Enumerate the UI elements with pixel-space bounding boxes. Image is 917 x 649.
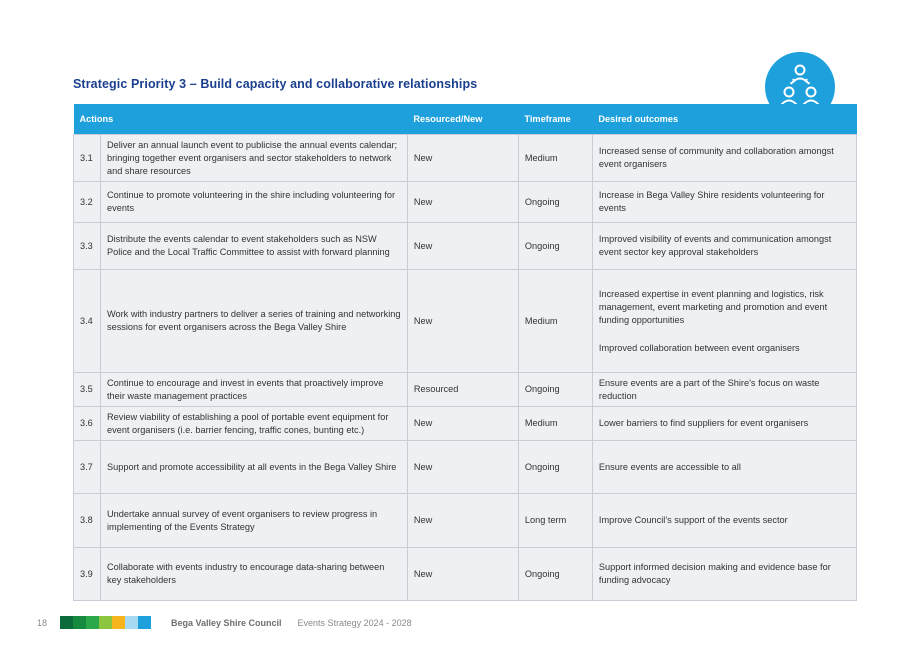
- row-timeframe: Ongoing: [518, 548, 592, 601]
- row-action: Work with industry partners to deliver a series of training and networking sessions for event organisers across the Bega Valley Shire: [101, 270, 408, 373]
- row-number: 3.3: [74, 223, 101, 270]
- row-outcome-cell: [592, 270, 856, 373]
- row-action: Deliver an annual launch event to publicise the annual events calendar; bringing together event organisers and sector stakeholders to network and share resources: [101, 135, 408, 182]
- brand-color-strip: [60, 616, 151, 629]
- row-timeframe: Medium: [518, 135, 592, 182]
- document-title: Events Strategy 2024 - 2028: [297, 617, 412, 628]
- row-outcome: Lower barriers to find suppliers for event organisers: [592, 407, 856, 441]
- row-outcome: Increased sense of community and collaboration amongst event organisers: [592, 135, 856, 182]
- row-outcome: Increased expertise in event planning and logistics, risk management, event marketing and promotion and event funding opportunities: [598, 288, 828, 325]
- row-outcome: Improved visibility of events and communication amongst event sector key approval stakeholders: [592, 223, 856, 270]
- row-action: Undertake annual survey of event organisers to review progress in implementing of the Events Strategy: [101, 494, 408, 548]
- row-resourced: New: [407, 494, 518, 548]
- page-heading: Strategic Priority 3 – Build capacity and collaborative relationships: [73, 77, 478, 91]
- table-row: [74, 494, 857, 548]
- actions-table: [73, 104, 857, 601]
- header-timeframe: Timeframe: [518, 104, 592, 135]
- page-number: 18: [37, 617, 48, 628]
- color-swatch: [99, 616, 112, 629]
- row-outcome: Increase in Bega Valley Shire residents volunteering for events: [592, 182, 856, 223]
- row-resourced: New: [407, 407, 518, 441]
- header-outcomes: Desired outcomes: [592, 104, 856, 135]
- row-resourced: New: [407, 182, 518, 223]
- row-number: 3.7: [74, 441, 101, 494]
- row-action: Distribute the events calendar to event stakeholders such as NSW Police and the Local Traffic Committee to assist with forward planning: [101, 223, 408, 270]
- table-row: [74, 182, 857, 223]
- color-swatch: [138, 616, 151, 629]
- row-timeframe: Long term: [518, 494, 592, 548]
- table-row: [74, 548, 857, 601]
- row-resourced: New: [407, 548, 518, 601]
- color-swatch: [73, 616, 86, 629]
- row-resourced: New: [407, 441, 518, 494]
- color-swatch: [86, 616, 99, 629]
- row-outcome: Improve Council’s support of the events sector: [592, 494, 856, 548]
- row-resourced: New: [407, 135, 518, 182]
- table-row: [74, 223, 857, 270]
- table-row: [74, 373, 857, 407]
- row-timeframe: Medium: [518, 270, 592, 373]
- row-resourced: Resourced: [407, 373, 518, 407]
- row-action: Review viability of establishing a pool of portable event equipment for event organisers (i.e. barrier fencing, traffic cones, bunting etc.): [101, 407, 408, 441]
- row-number: 3.5: [74, 373, 101, 407]
- row-outcome: Ensure events are accessible to all: [592, 441, 856, 494]
- table-row: [74, 407, 857, 441]
- table-row: [74, 441, 857, 494]
- row-number: 3.8: [74, 494, 101, 548]
- row-timeframe: Medium: [518, 407, 592, 441]
- table-header-row: [74, 104, 857, 135]
- row-outcome: Support informed decision making and evidence base for funding advocacy: [592, 548, 856, 601]
- row-number: 3.9: [74, 548, 101, 601]
- color-swatch: [60, 616, 73, 629]
- row-number: 3.2: [74, 182, 101, 223]
- row-outcome: Ensure events are a part of the Shire’s focus on waste reduction: [592, 373, 856, 407]
- row-action: Support and promote accessibility at all events in the Bega Valley Shire: [101, 441, 408, 494]
- row-number: 3.6: [74, 407, 101, 441]
- color-swatch: [112, 616, 125, 629]
- row-timeframe: Ongoing: [518, 223, 592, 270]
- table-row: [74, 135, 857, 182]
- row-action: Collaborate with events industry to encourage data-sharing between key stakeholders: [101, 548, 408, 601]
- table-row: [74, 270, 857, 373]
- row-outcome-secondary: Improved collaboration between event organisers: [598, 342, 800, 353]
- row-timeframe: Ongoing: [518, 441, 592, 494]
- organisation-name: Bega Valley Shire Council: [171, 617, 282, 628]
- row-number: 3.1: [74, 135, 101, 182]
- row-resourced: New: [407, 270, 518, 373]
- header-actions: Actions: [74, 104, 408, 135]
- header-resourced: Resourced/New: [407, 104, 518, 135]
- row-action: Continue to encourage and invest in events that proactively improve their waste management practices: [101, 373, 408, 407]
- page-footer: [37, 616, 412, 629]
- row-number: 3.4: [74, 270, 101, 373]
- color-swatch: [125, 616, 138, 629]
- row-action: Continue to promote volunteering in the shire including volunteering for events: [101, 182, 408, 223]
- row-resourced: New: [407, 223, 518, 270]
- row-timeframe: Ongoing: [518, 373, 592, 407]
- row-timeframe: Ongoing: [518, 182, 592, 223]
